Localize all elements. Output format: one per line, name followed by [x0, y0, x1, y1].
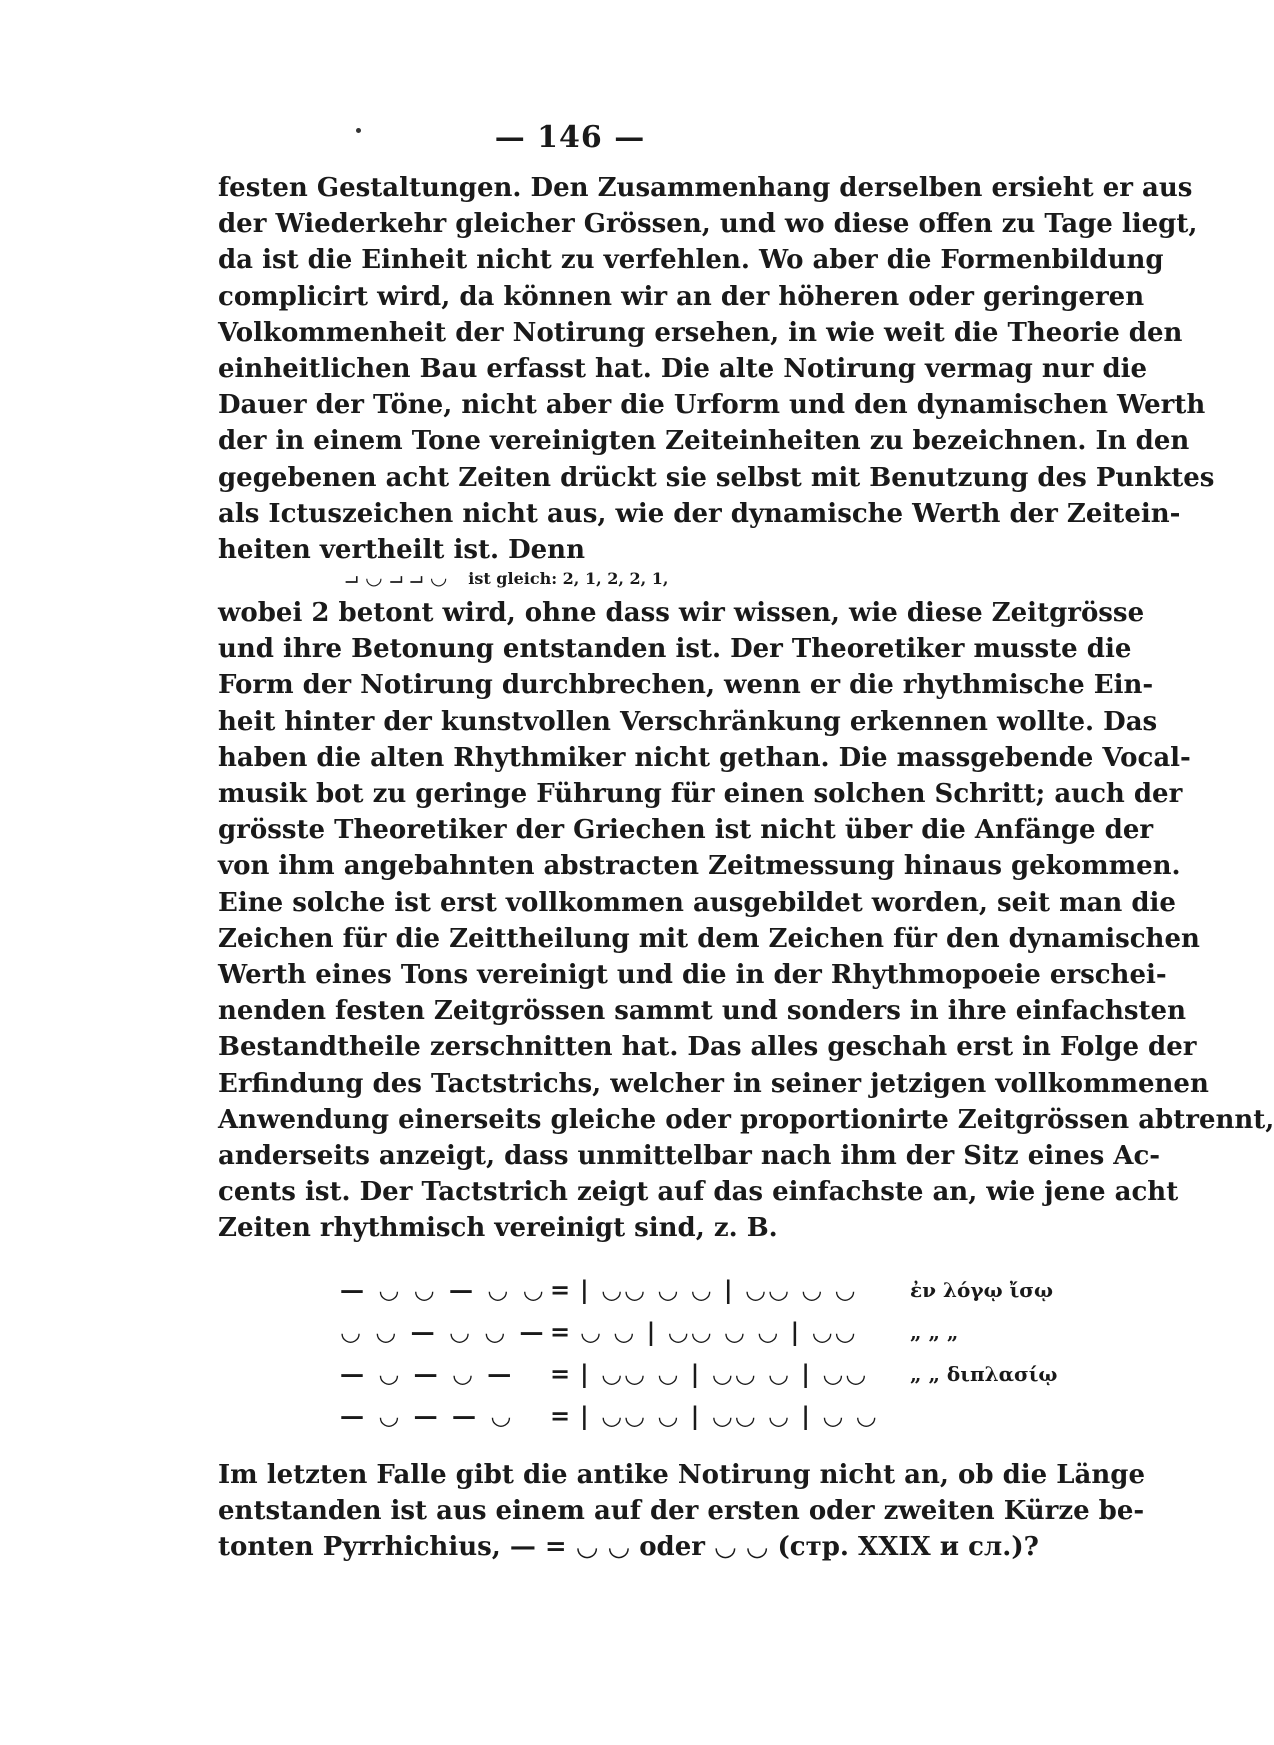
text-line: Im letzten Falle gibt die antike Notirung nicht an, ob die Länge [218, 1459, 1145, 1490]
metric-eq: = [549, 1401, 571, 1431]
metric-row [340, 1395, 1080, 1437]
text-line: der in einem Tone vereinigten Zeiteinheiten zu bezeichnen. In den [218, 426, 1190, 457]
text-line: Anwendung einerseits gleiche oder proportionirte Zeitgrössen abtrennt, [218, 1104, 1274, 1135]
text-line: Dauer der Töne, nicht aber die Urform und den dynamischen Werth [218, 390, 1206, 421]
inline-metric [345, 565, 668, 589]
text-line: nenden festen Zeitgrössen sammt und sonders in ihre einfachsten [218, 996, 1186, 1027]
text-line: cents ist. Der Tactstrich zeigt auf das einfachste an, wie jene acht [218, 1177, 1179, 1208]
text-line: Erfindung des Tactstrichs, welcher in seiner jetzigen vollkommenen [218, 1068, 1209, 1099]
metric-bars: ◡ ◡ | ◡◡ ◡ ◡ | ◡◡ [580, 1317, 858, 1347]
text-line: Zeiten rhythmisch vereinigt sind, z. B. [218, 1213, 778, 1244]
metric-bars: | ◡◡ ◡ | ◡◡ ◡ | ◡◡ [580, 1359, 869, 1389]
text-line: heiten vertheilt ist. Denn [218, 535, 585, 566]
inline-metric-label: ist gleich: 2, 1, 2, 2, 1, [468, 569, 669, 588]
metric-feet: — ◡ — ◡ — [340, 1359, 515, 1389]
paragraph-final [218, 1457, 1145, 1565]
inline-metric-symbols: ⏗ ◡ ⏗ ⏗ ◡ [345, 565, 448, 589]
text-line: der Wiederkehr gleicher Grössen, und wo diese offen zu Tage liegt, [218, 209, 1198, 240]
text-line: complicirt wird, da können wir an der höheren oder geringeren [218, 281, 1145, 312]
metric-scheme-table [340, 1269, 1080, 1437]
text-line: Bestandtheile zerschnitten hat. Das alles geschah erst in Folge der [218, 1032, 1197, 1063]
metric-row [340, 1269, 1080, 1311]
text-line: als Ictuszeichen nicht aus, wie der dynamische Werth der Zeitein- [218, 498, 1181, 529]
text-line: wobei 2 betont wird, ohne dass wir wissen, wie diese Zeitgrösse [218, 598, 1145, 628]
metric-row [340, 1311, 1080, 1353]
paragraph-1 [218, 170, 1215, 568]
text-line: gegebenen acht Zeiten drückt sie selbst mit Benutzung des Punktes [218, 462, 1215, 493]
metric-greek: „ „ διπλασίῳ [910, 1361, 1058, 1386]
metric-bars: | ◡◡ ◡ | ◡◡ ◡ | ◡ ◡ [580, 1401, 879, 1431]
text-line: haben die alten Rhythmiker nicht gethan. Die massgebende Vocal- [218, 742, 1191, 773]
metric-bars: | ◡◡ ◡ ◡ | ◡◡ ◡ ◡ [580, 1275, 858, 1305]
text-line: Zeichen für die Zeittheilung mit dem Zeichen für den dynamischen [218, 923, 1200, 954]
text-line: musik bot zu geringe Führung für einen solchen Schritt; auch der [218, 779, 1183, 810]
text-line: von ihm angebahnten abstracten Zeitmessung hinaus gekommen. [218, 851, 1181, 882]
text-line: heit hinter der kunstvollen Verschränkung erkennen wollte. Das [218, 706, 1158, 737]
text-line: da ist die Einheit nicht zu verfehlen. Wo aber die Formenbildung [218, 245, 1164, 276]
metric-feet: — ◡ — — ◡ [340, 1401, 515, 1431]
text-line: Form der Notirung durchbrechen, wenn er die rhythmische Ein- [218, 670, 1154, 701]
metric-feet: — ◡ ◡ — ◡ ◡ [340, 1275, 547, 1305]
metric-eq: = [549, 1317, 571, 1347]
text-line: einheitlichen Bau erfasst hat. Die alte Notirung vermag nur die [218, 354, 1148, 385]
text-line: tonten Pyrrhichius, — = ◡ ◡ oder ◡ ◡ (стр. XXIX и сл.)? [218, 1531, 1039, 1562]
text-line: entstanden ist aus einem auf der ersten oder zweiten Kürze be- [218, 1495, 1145, 1526]
text-line: und ihre Betonung entstanden ist. Der Theoretiker musste die [218, 634, 1132, 665]
text-line: Werth eines Tons vereinigt und die in der Rhythmopoeie erschei- [218, 960, 1167, 991]
metric-feet: ◡ ◡ — ◡ ◡ — [340, 1317, 547, 1347]
text-line: Eine solche ist erst vollkommen ausgebildet worden, seit man die [218, 887, 1176, 918]
metric-eq: = [549, 1359, 571, 1389]
text-line: anderseits anzeigt, dass unmittelbar nach ihm der Sitz eines Ac- [218, 1141, 1161, 1172]
text-line: festen Gestaltungen. Den Zusammenhang derselben ersieht er aus [218, 173, 1193, 203]
page-number: — 146 — [494, 120, 646, 155]
text-line: grösste Theoretiker der Griechen ist nicht über die Anfänge der [218, 815, 1154, 846]
metric-greek: ἐν λόγῳ ἴσῳ [910, 1277, 1054, 1302]
metric-eq: = [549, 1275, 571, 1305]
paragraph-2 [218, 595, 1274, 1247]
text-line: Volkommenheit der Notirung ersehen, in wie weit die Theorie den [218, 317, 1183, 348]
metric-greek: „ „ „ [910, 1319, 959, 1344]
metric-row [340, 1353, 1080, 1395]
